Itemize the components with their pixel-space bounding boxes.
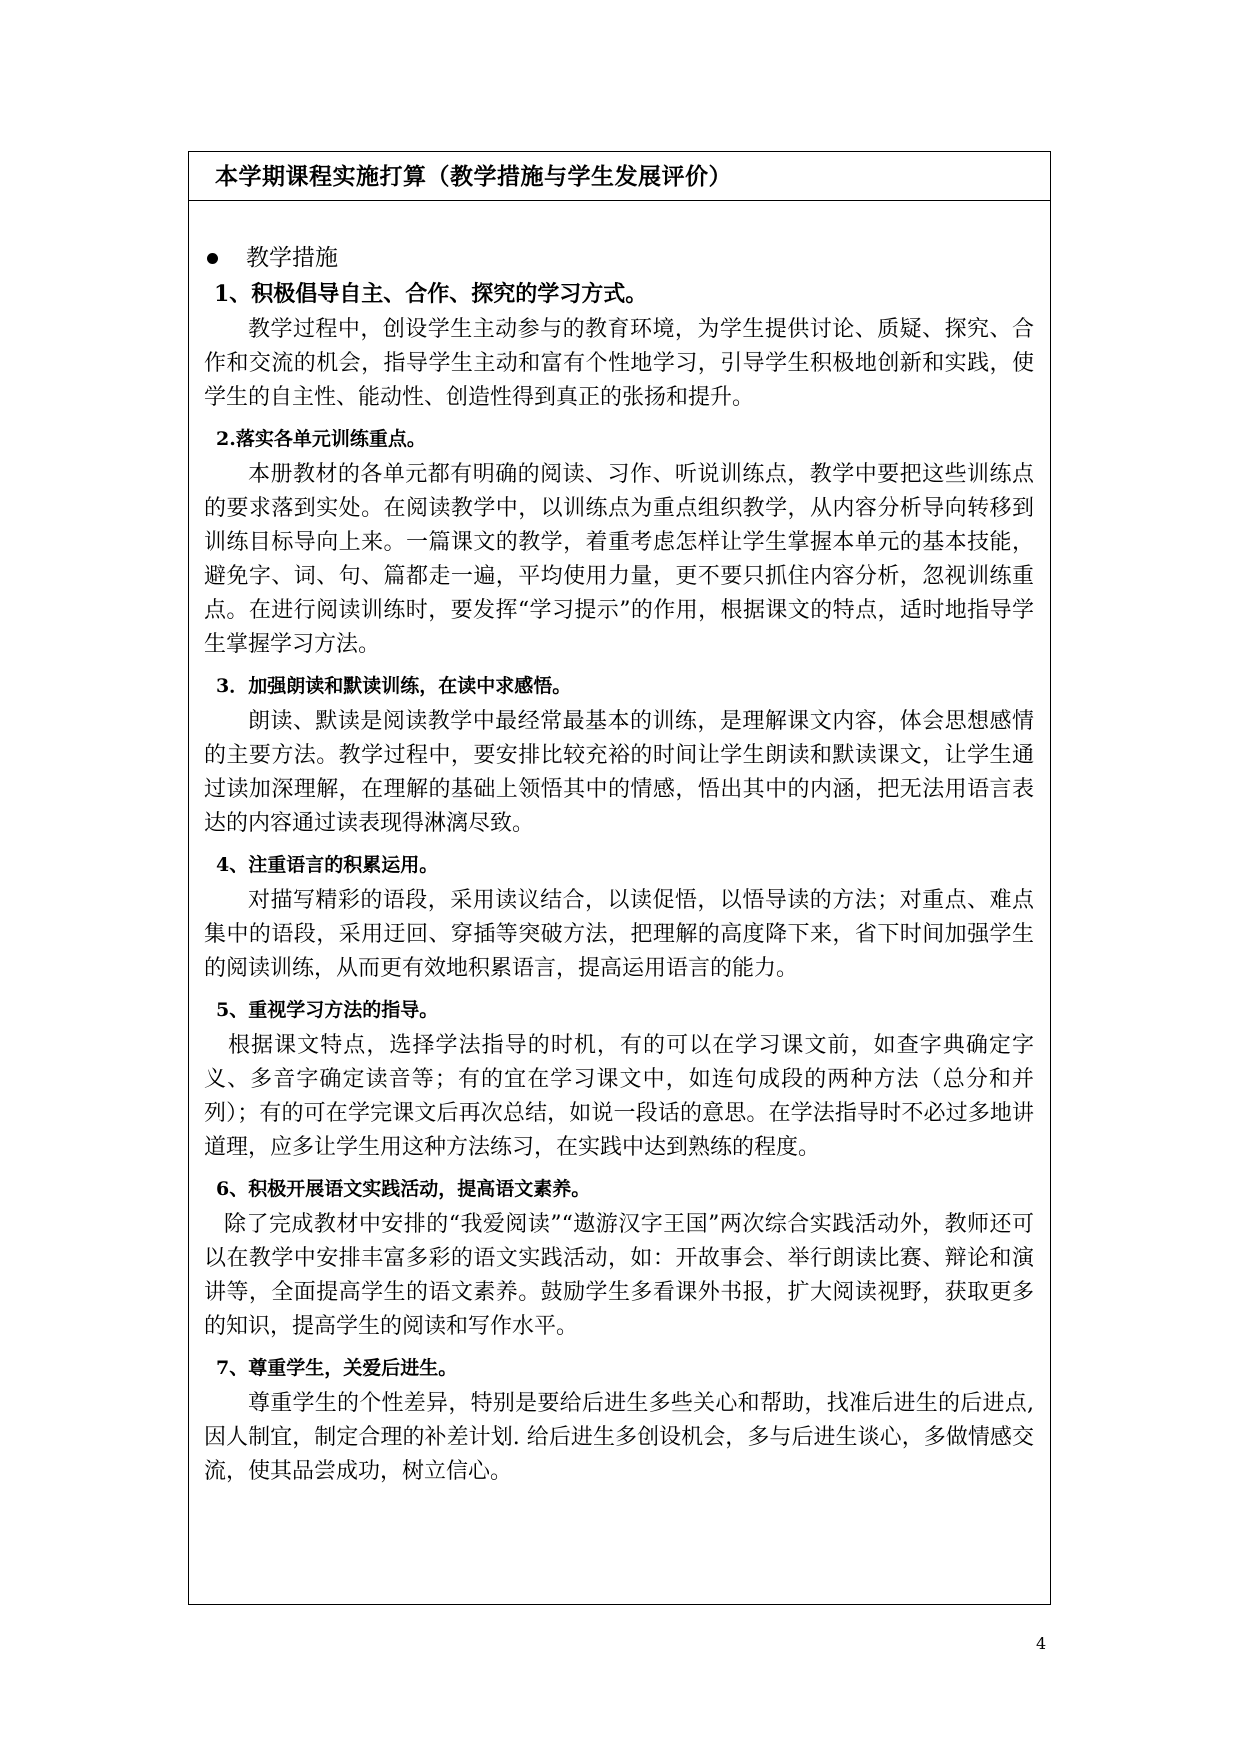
bullet-dot-icon [207,253,218,264]
item-paragraph: 教学过程中，创设学生主动参与的教育环境，为学生提供讨论、质疑、探究、合作和交流的机会，指导学生主动和富有个性地学习，引导学生积极地创新和实践，使学生的自主性、能动性、创造性得到真正的张扬和提升。 [204,317,1034,410]
measure-item-3 [204,667,1034,841]
item-paragraph: 本册教材的各单元都有明确的阅读、习作、听说训练点，教学中要把这些训练点的要求落到实处。在阅读教学中，以训练点为重点组织教学，从内容分析导向转移到训练目标导向上来。一篇课文的教学，着重考虑怎样让学生掌握本单元的基本技能，避免字、词、句、篇都走一遍，平均使用力量，更不要只抓住内容分析，忽视训练重点。在进行阅读训练时，要发挥“学习提示”的作用，根据课文的特点，适时地指导学生掌握学习方法。 [204,462,1034,657]
table-header-cell [189,152,1050,201]
measure-item-1 [204,275,1034,415]
item-heading: 4、注重语言的积累运用。 [216,854,439,876]
item-heading: 1、积极倡导自主、合作、探究的学习方式。 [214,281,648,307]
item-paragraph: 尊重学生的个性差异，特别是要给后进生多些关心和帮助，找准后进生的后进点,因人制宜，制定合理的补差计划. 给后进生多创设机会，多与后进生谈心，多做情感交流，使其品尝成功，树立信心。 [204,1391,1034,1484]
measure-item-6 [204,1170,1034,1344]
item-heading: 7、尊重学生，关爱后进生。 [216,1357,458,1379]
item-paragraph: 朗读、默读是阅读教学中最经常最基本的训练，是理解课文内容，体会思想感情的主要方法。教学过程中，要安排比较充裕的时间让学生朗读和默读课文，让学生通过读加深理解，在理解的基础上领悟其中的情感，悟出其中的内涵，把无法用语言表达的内容通过读表现得淋漓尽致。 [204,709,1034,836]
item-heading: 6、积极开展语文实践活动，提高语文素养。 [216,1178,591,1200]
table-body-cell [189,201,1050,1489]
section-title: 本学期课程实施打算（教学措施与学生发展评价） [215,162,732,190]
item-paragraph: 除了完成教材中安排的“我爱阅读”“遨游汉字王国”两次综合实践活动外，教师还可以在教学中安排丰富多彩的语文实践活动，如：开故事会、举行朗读比赛、辩论和演讲等，全面提高学生的语文素养。鼓励学生多看课外书报，扩大阅读视野，获取更多的知识，提高学生的阅读和写作水平。 [204,1212,1034,1339]
item-heading: 3．加强朗读和默读训练，在读中求感悟。 [216,675,572,697]
item-paragraph: 根据课文特点，选择学法指导的时机，有的可以在学习课文前，如查字典确定字义、多音字确定读音等；有的宜在学习课文中，如连句成段的两种方法（总分和并列）；有的可在学完课文后再次总结，如说一段话的意思。在学法指导时不必过多地讲道理，应多让学生用这种方法练习，在实践中达到熟练的程度。 [204,1033,1034,1160]
item-heading: 2.落实各单元训练重点。 [216,428,426,450]
item-paragraph: 对描写精彩的语段，采用读议结合，以读促悟，以悟导读的方法；对重点、难点集中的语段，采用迂回、穿插等突破方法，把理解的高度降下来，省下时间加强学生的阅读训练，从而更有效地积累语言，提高运用语言的能力。 [204,888,1034,981]
bullet-item [204,241,1034,275]
content-table [188,151,1051,1605]
measure-item-4 [204,846,1034,986]
page-number: 4 [1036,1634,1047,1653]
measure-item-5 [204,991,1034,1165]
measure-item-7 [204,1349,1034,1489]
measure-item-2 [204,420,1034,662]
item-heading: 5、重视学习方法的指导。 [216,999,439,1021]
bullet-label: 教学措施 [246,245,338,271]
